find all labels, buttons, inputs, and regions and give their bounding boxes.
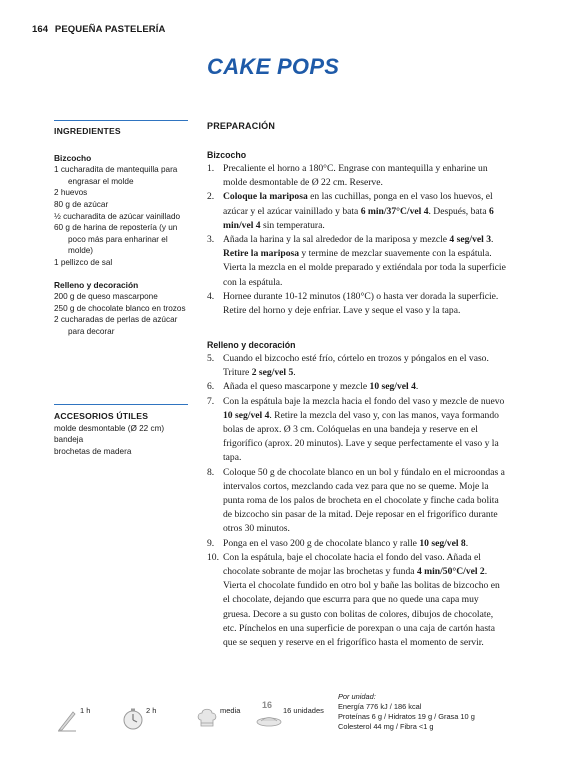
nutrition-other: Colesterol 44 mg / Fibra <1 g	[338, 722, 434, 731]
step-text: .	[465, 537, 469, 549]
step-number: 5.	[207, 353, 215, 364]
step-item	[207, 395, 507, 466]
step-text: Ponga en el vaso 200 g de chocolate blanco y ralle	[223, 537, 420, 549]
step-item	[207, 551, 507, 650]
step-text: . Vierta el chocolate fundido en otro bol y bañe las bolitas de bizcocho en el chocolate, dejando que escurra para que no quede una capa muy gruesa. Decore a su gusto con bolitas de colores, dibujos de chocolate, etc. Pínchelos en una superficie de porexpan o una caja de cartón hasta que se sequen y reserve en el frigorífico hasta el momento de servir.	[223, 566, 500, 649]
yield-badge: 16	[262, 700, 273, 710]
nutrition-macros: Proteínas 6 g / Hidratos 19 g / Grasa 10 g	[338, 712, 475, 721]
ingredient-item: 250 g de chocolate blanco en trozos	[54, 303, 186, 313]
step-text: Precaliente el horno a 180°C. Engrase con mantequilla y enharine un molde desmontable de Ø 22 cm. Reserve.	[223, 163, 488, 189]
step-text: . Retire la mezcla del vaso y, con las manos, vaya formando bolas de aprox. Ø 3 cm. Colóquelas en una bandeja y reserve en el frigorífico (aprox. 20 minutos). Lave y seque perfectamente el vaso y la tapa.	[223, 409, 499, 464]
accessories-panel	[54, 411, 188, 457]
step-number: 7.	[207, 395, 215, 407]
ingredient-item: 200 g de queso mascarpone	[54, 292, 158, 302]
step-bold: 6 min/37°C/vel 4	[360, 205, 429, 217]
step-bold: 6 min/vel 4	[223, 205, 494, 231]
step-text: .	[293, 367, 296, 379]
nutrition-box	[338, 692, 475, 732]
step-text: Añada la harina y la sal alrededor de la mariposa y mezcle	[223, 234, 450, 246]
step-text: .	[491, 234, 494, 246]
step-text: en las cuchillas, ponga en el vaso los huevos, el azúcar y el azúcar vainillado y bata	[223, 191, 493, 217]
step-number: 1.	[207, 163, 215, 174]
ingredient-item: 2 huevos	[54, 188, 88, 198]
step-bold: Coloque la mariposa	[223, 191, 308, 203]
step-text: Coloque 50 g de chocolate blanco en un bol y fúndalo en el microondas a intervalos cortos, mezclando cada vez para que no se queme. Moje la punta roma de los palos de brocheta en el chocolate y finche cada bolita de bizcocho sin pasar de la mitad. Deje reposar en el frigorífico durante otros 30 minutos.	[223, 466, 505, 535]
accessory-item: molde desmontable (Ø 22 cm)	[54, 423, 165, 433]
accessory-item: brochetas de madera	[54, 446, 132, 456]
page-number: 164	[32, 24, 49, 35]
step-item	[207, 380, 507, 394]
ingredients-top-rule	[54, 120, 188, 121]
recipe-title: CAKE POPS	[207, 54, 340, 79]
step-text: Con la espátula baje la mezcla hacia el fondo del vaso y mezcle de nuevo	[223, 395, 505, 407]
steps-relleno	[207, 352, 507, 650]
difficulty: media	[220, 706, 241, 715]
step-number: 9.	[207, 537, 215, 549]
accessories-heading: ACCESORIOS ÚTILES	[54, 411, 149, 421]
step-number: 3.	[207, 234, 215, 246]
ingredients-heading: INGREDIENTES	[54, 126, 121, 136]
chef-hat-icon	[196, 706, 218, 730]
step-number: 10.	[207, 551, 219, 563]
step-number: 6.	[207, 381, 215, 393]
nutrition-energy: Energía 776 kJ / 186 kcal	[338, 702, 422, 711]
running-head	[32, 24, 165, 35]
step-bold: 10 seg/vel 8	[419, 537, 466, 549]
step-bold: 10 seg/vel 4	[369, 381, 416, 393]
step-bold: 4 seg/vel 3	[449, 234, 491, 246]
ingredient-group-title: Relleno y decoración	[54, 279, 139, 290]
step-bold: 10 seg/vel 4	[223, 409, 270, 421]
step-text: Cuando el bizcocho esté frío, córtelo en trozos y póngalos en el vaso. Triture	[223, 353, 489, 379]
preparation-heading: PREPARACIÓN	[207, 121, 276, 131]
knife-icon	[56, 708, 78, 732]
nutrition-label: Por unidad:	[338, 692, 376, 701]
step-number: 8.	[207, 466, 215, 478]
step-number: 2.	[207, 191, 215, 203]
step-text: Con la espátula, baje el chocolate hacia el fondo del vaso. Añada el chocolate sobrante de mojar las brochetas y funda	[223, 551, 481, 578]
step-text: sin temperatura.	[260, 219, 325, 231]
step-bold: Retire la mariposa	[223, 248, 300, 260]
step-bold: 4 min/50°C/vel 2	[416, 566, 485, 578]
ingredient-group-title: Bizcocho	[54, 152, 92, 163]
step-item	[207, 190, 507, 233]
ingredient-item: ½ cucharadita de azúcar vainillado	[54, 211, 181, 221]
ingredients-panel	[54, 126, 188, 338]
plate-icon	[256, 712, 282, 728]
step-text: Añada el queso mascarpone y mezcle	[223, 381, 370, 393]
section-name: PEQUEÑA PASTELERÍA	[54, 24, 166, 35]
ingredient-item: 2 cucharadas de perlas de azúcar para decorar	[54, 315, 178, 336]
section-title-bizcocho: Bizcocho	[207, 150, 247, 160]
step-text: y termine de mezclar suavemente con la espátula. Vierta la mezcla en el molde preparado y extiéndala por toda la superficie con la espátula.	[223, 248, 506, 288]
step-bold: 2 seg/vel 5	[251, 367, 294, 379]
step-item	[207, 537, 507, 551]
step-text: . Después, bata	[428, 205, 489, 217]
yield: 16 unidades	[283, 706, 324, 715]
section-title-relleno: Relleno y decoración	[207, 340, 296, 350]
ingredient-item: 1 cucharadita de mantequilla para engrasar el molde	[54, 165, 178, 186]
step-text: .	[415, 381, 419, 393]
accessory-item: bandeja	[54, 435, 84, 445]
step-item	[207, 162, 507, 190]
ingredient-item: 80 g de azúcar	[54, 199, 109, 209]
step-item	[207, 466, 507, 537]
ingredient-item: 1 pellizco de sal	[54, 257, 113, 267]
prep-time: 1 h	[80, 706, 91, 715]
total-time: 2 h	[146, 706, 157, 715]
steps-bizcocho	[207, 162, 507, 318]
clock-icon	[122, 707, 144, 731]
step-item	[207, 290, 507, 318]
step-item	[207, 352, 507, 380]
step-number: 4.	[207, 290, 215, 302]
step-item	[207, 233, 507, 290]
ingredient-item: 60 g de harina de repostería (y un poco más para enharinar el molde)	[54, 223, 178, 256]
accessories-top-rule	[54, 404, 188, 405]
step-text: Hornee durante 10-12 minutos (180°C) o hasta ver dorada la superficie. Retire del horno y deje enfriar. Lave y seque el vaso y la tapa.	[223, 290, 499, 317]
